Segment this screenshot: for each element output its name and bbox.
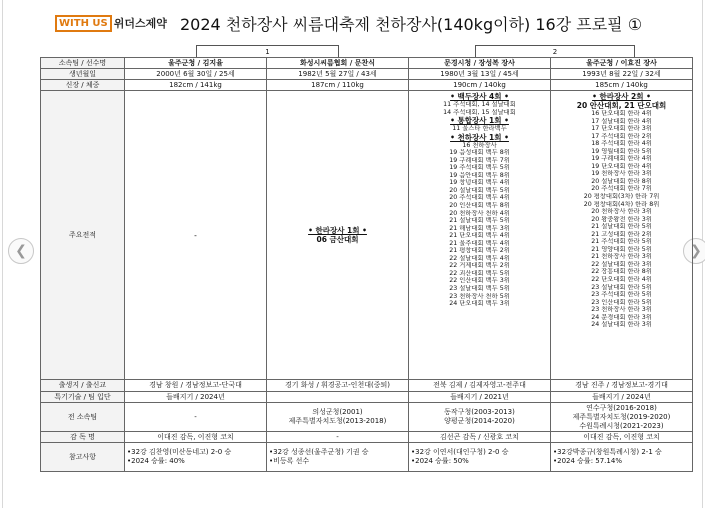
record-line: 19 구례대회 한라 4위 bbox=[591, 155, 652, 163]
record-line: 24 문경대회 한라 3위 bbox=[591, 313, 652, 321]
record-line: • 한라장사 2회 • bbox=[592, 92, 651, 101]
birth-value: 2000년 6월 30일 / 25세 bbox=[125, 69, 267, 80]
record-line: 17 추석대회 한라 2위 bbox=[591, 132, 652, 140]
coach-label: 감 독 명 bbox=[41, 432, 125, 443]
skill-value: 들배지기 / 2024년 bbox=[125, 392, 267, 403]
notes-label: 참고사항 bbox=[41, 443, 125, 472]
hometown-row bbox=[41, 380, 693, 392]
notes-cell bbox=[409, 443, 551, 472]
record-line: 22 장흥대회 한라 8위 bbox=[591, 268, 652, 276]
record-line: 20 천하장사 천하 4위 bbox=[449, 209, 510, 217]
birth-value: 1980년 3월 13일 / 45세 bbox=[409, 69, 551, 80]
former-team-line: 양평군청(2014-2020) bbox=[444, 417, 515, 425]
record-line: 20 설날대회 백두 5위 bbox=[449, 186, 510, 194]
group-number: 2 bbox=[552, 48, 558, 56]
records-label: 주요전적 bbox=[41, 91, 125, 380]
record-line: 24 단오대회 백두 3위 bbox=[449, 300, 510, 308]
record-line: 11 추석대회, 14 설날대회 bbox=[443, 101, 516, 108]
player-team-name: 화성시씨름협회 / 문찬식 bbox=[267, 58, 409, 69]
skill-value bbox=[267, 392, 409, 403]
record-line: 17 단오대회 한라 3위 bbox=[591, 125, 652, 133]
next-arrow-icon[interactable]: ❯ bbox=[683, 238, 705, 264]
record-line: 22 괴산대회 백두 5위 bbox=[449, 269, 510, 277]
former-team-row bbox=[41, 403, 693, 432]
former-team-line: 제주특별자치도청(2013-2018) bbox=[288, 417, 387, 425]
record-line: 20 천하장사 한라 3위 bbox=[591, 208, 652, 216]
record-line: 16 단오대회 한라 4위 bbox=[591, 110, 652, 117]
coach-value: 김선곤 감독 / 신광호 코치 bbox=[409, 432, 551, 443]
body-value: 190cm / 140kg bbox=[409, 80, 551, 91]
record-line: 21 고성대회 한라 2위 bbox=[591, 230, 652, 238]
record-line: 22 거제대회 백두 2위 bbox=[449, 262, 510, 270]
group-number: 1 bbox=[265, 48, 270, 56]
record-line: 22 인산대회 백두 3위 bbox=[449, 277, 510, 285]
player-team-name: 울주군청 / 이효진 장사 bbox=[551, 58, 693, 69]
note-line: •2024 승률: 57.14% bbox=[553, 457, 622, 465]
sponsor-logo bbox=[55, 14, 167, 32]
record-line: 21 울주대회 백두 4위 bbox=[449, 239, 510, 247]
record-line: 20 왕중왕전 한라 3위 bbox=[591, 215, 652, 223]
coach-value: 이대진 감독, 이진형 코치 bbox=[551, 432, 693, 443]
record-line: - bbox=[194, 230, 197, 240]
former-team-line: 제주특별자치도청(2019-2020) bbox=[572, 412, 671, 421]
record-line: 20 평창대회(3차) 한라 7위 bbox=[583, 193, 660, 201]
note-line: •32강박종규(창원특례시청) 2-1 승 bbox=[553, 448, 662, 456]
former-team-cell bbox=[409, 403, 551, 432]
hometown-value: 경기 화성 / 휘경공고-인천대(중퇴) bbox=[267, 380, 409, 392]
coach-value: - bbox=[267, 432, 409, 443]
record-line: 20 추석대회 한라 7위 bbox=[591, 185, 652, 193]
note-line: •32강 성종선(울주군청) 기권 승 bbox=[269, 448, 369, 456]
player-team-name: 문경시청 / 장성복 장사 bbox=[409, 58, 551, 69]
previous-arrow-icon[interactable]: ❮ bbox=[8, 238, 34, 264]
body-value: 182cm / 141kg bbox=[125, 80, 267, 91]
former-team-cell bbox=[125, 403, 267, 432]
record-line: 23 천하장사 천하 5위 bbox=[449, 292, 510, 300]
skill-row bbox=[41, 392, 693, 403]
records-cell bbox=[551, 91, 693, 380]
birth-value: 1982년 5월 27일 / 43세 bbox=[267, 69, 409, 80]
former-team-line: 의성군청(2001) bbox=[312, 408, 363, 416]
hometown-value: 경남 진주 / 경남정보고-경기대 bbox=[551, 380, 693, 392]
record-line: 23 천하장사 한라 3위 bbox=[591, 306, 652, 314]
notes-cell bbox=[125, 443, 267, 472]
record-line: 17 설날대회 한라 4위 bbox=[591, 117, 652, 125]
record-line: 19 추석대회 백두 5위 bbox=[449, 164, 510, 172]
record-line: 20 평창대회(4차) 한라 8위 bbox=[583, 200, 660, 208]
note-line: •32강 이연서(대인구청) 2-0 승 bbox=[411, 448, 509, 456]
profile-table bbox=[40, 57, 693, 472]
record-line: 20 추석대회 백두 4위 bbox=[449, 194, 510, 202]
record-line: 23 인산대회 한라 5위 bbox=[591, 298, 652, 306]
record-line: 21 추석대회 한라 5위 bbox=[591, 238, 652, 246]
record-line: 21 설날대회 백두 5위 bbox=[449, 217, 510, 225]
record-line: 14 추석대회, 15 설날대회 bbox=[443, 108, 516, 116]
former-team-line: 수원특례시청(2021-2023) bbox=[579, 421, 664, 430]
record-line: • 한라장사 1회 • bbox=[308, 226, 367, 235]
record-line: 21 천하장사 한라 3위 bbox=[591, 253, 652, 261]
header-label: 소속팀 / 선수명 bbox=[41, 58, 125, 69]
former-team-line: 연수구청(2016-2018) bbox=[586, 403, 657, 412]
records-row bbox=[41, 91, 693, 380]
skill-value: 들배지기 / 2021년 bbox=[409, 392, 551, 403]
record-line: 18 추석대회 한라 4위 bbox=[591, 140, 652, 148]
record-line: 21 단오대회 백두 4위 bbox=[449, 232, 510, 240]
header-row bbox=[41, 58, 693, 69]
record-line: 22 설날대회 백두 4위 bbox=[449, 254, 510, 262]
birth-row bbox=[41, 69, 693, 80]
body-label: 신장 / 체중 bbox=[41, 80, 125, 91]
record-line: 21 영양대회 한라 5위 bbox=[591, 245, 652, 253]
record-line: 11 울스타 한라백두 bbox=[452, 125, 507, 133]
hometown-value: 경남 창원 / 경남정보고-단국대 bbox=[125, 380, 267, 392]
record-line: 19 구례대회 백두 7위 bbox=[449, 156, 510, 164]
coach-row bbox=[41, 432, 693, 443]
player-team-name: 울주군청 / 김지율 bbox=[125, 58, 267, 69]
former-team-cell bbox=[551, 403, 693, 432]
record-line: 23 설날대회 한라 5위 bbox=[591, 283, 652, 291]
records-cell bbox=[409, 91, 551, 380]
record-line: 24 설날대회 한라 3위 bbox=[591, 321, 652, 329]
birth-label: 생년월일 bbox=[41, 69, 125, 80]
record-line: 16 천하장사 bbox=[462, 141, 497, 149]
record-line: 20 설날대회 한라 8위 bbox=[591, 177, 652, 185]
page-title: 2024 천하장사 씨름대축제 천하장사(140kg이하) 16강 프로필 ① bbox=[180, 15, 643, 34]
body-row bbox=[41, 80, 693, 91]
logo-mark: WITH US bbox=[55, 15, 112, 32]
record-line: 19 창녕대회 백두 4위 bbox=[449, 179, 510, 187]
record-line: 21 평창대회 백두 2위 bbox=[449, 247, 510, 255]
group-marker-2 bbox=[475, 45, 635, 57]
record-line: 19 음안대회 백두 8위 bbox=[449, 171, 510, 179]
record-line: 21 해남대회 백두 3위 bbox=[449, 224, 510, 232]
coach-value: 이대진 감독, 이진형 코치 bbox=[125, 432, 267, 443]
record-line: • 통합장사 1회 • bbox=[450, 116, 509, 126]
notes-cell bbox=[551, 443, 693, 472]
skill-value: 들배지기 / 2024년 bbox=[551, 392, 693, 403]
hometown-label: 출생지 / 출신교 bbox=[41, 380, 125, 392]
record-line: 20 안산대회, 21 단오대회 bbox=[576, 101, 667, 110]
record-line: • 천하장사 1회 • bbox=[450, 132, 509, 142]
record-line: 06 금산대회 bbox=[316, 235, 359, 244]
birth-value: 1993년 8월 22일 / 32세 bbox=[551, 69, 693, 80]
notes-row bbox=[41, 443, 693, 472]
note-line: •2024 승률: 40% bbox=[127, 457, 185, 465]
viewer-left-edge bbox=[2, 0, 3, 508]
records-cell bbox=[125, 91, 267, 380]
former-team-line: 동작구청(2003-2013) bbox=[444, 408, 515, 416]
record-line: 20 인산대회 백두 8위 bbox=[449, 202, 510, 210]
group-marker-1 bbox=[196, 45, 339, 57]
skill-label: 특기기술 / 팀 입단 bbox=[41, 392, 125, 403]
former-team-label: 전 소속팀 bbox=[41, 403, 125, 432]
record-line: 21 설날대회 한라 5위 bbox=[591, 223, 652, 231]
former-team-cell bbox=[267, 403, 409, 432]
record-line: • 백두장사 4회 • bbox=[450, 92, 509, 101]
note-line: •2024 승률: 50% bbox=[411, 457, 469, 465]
body-value: 187cm / 110kg bbox=[267, 80, 409, 91]
record-line: 22 단오대회 한라 4위 bbox=[591, 276, 652, 284]
note-line: •32강 김찬영(미산동네고) 2-0 승 bbox=[127, 448, 232, 456]
former-team-line: - bbox=[194, 412, 197, 421]
notes-cell bbox=[267, 443, 409, 472]
records-cell bbox=[267, 91, 409, 380]
logo-text: 위더스제약 bbox=[113, 17, 167, 30]
body-value: 185cm / 140kg bbox=[551, 80, 693, 91]
record-line: 23 추석대회 한라 5위 bbox=[591, 291, 652, 299]
note-line: •비등록 선수 bbox=[269, 457, 310, 465]
record-line: 22 설날대회 한라 3위 bbox=[591, 260, 652, 268]
record-line: 19 단오대회 한라 4위 bbox=[591, 162, 652, 170]
record-line: 23 설날대회 백두 5위 bbox=[449, 285, 510, 293]
record-line: 19 천하장사 한라 3위 bbox=[591, 170, 652, 178]
record-line: 19 영월대회 한라 5위 bbox=[591, 147, 652, 155]
record-line: 19 음성대회 백두 8위 bbox=[449, 149, 510, 157]
hometown-value: 전북 김제 / 김제자영고-전주대 bbox=[409, 380, 551, 392]
